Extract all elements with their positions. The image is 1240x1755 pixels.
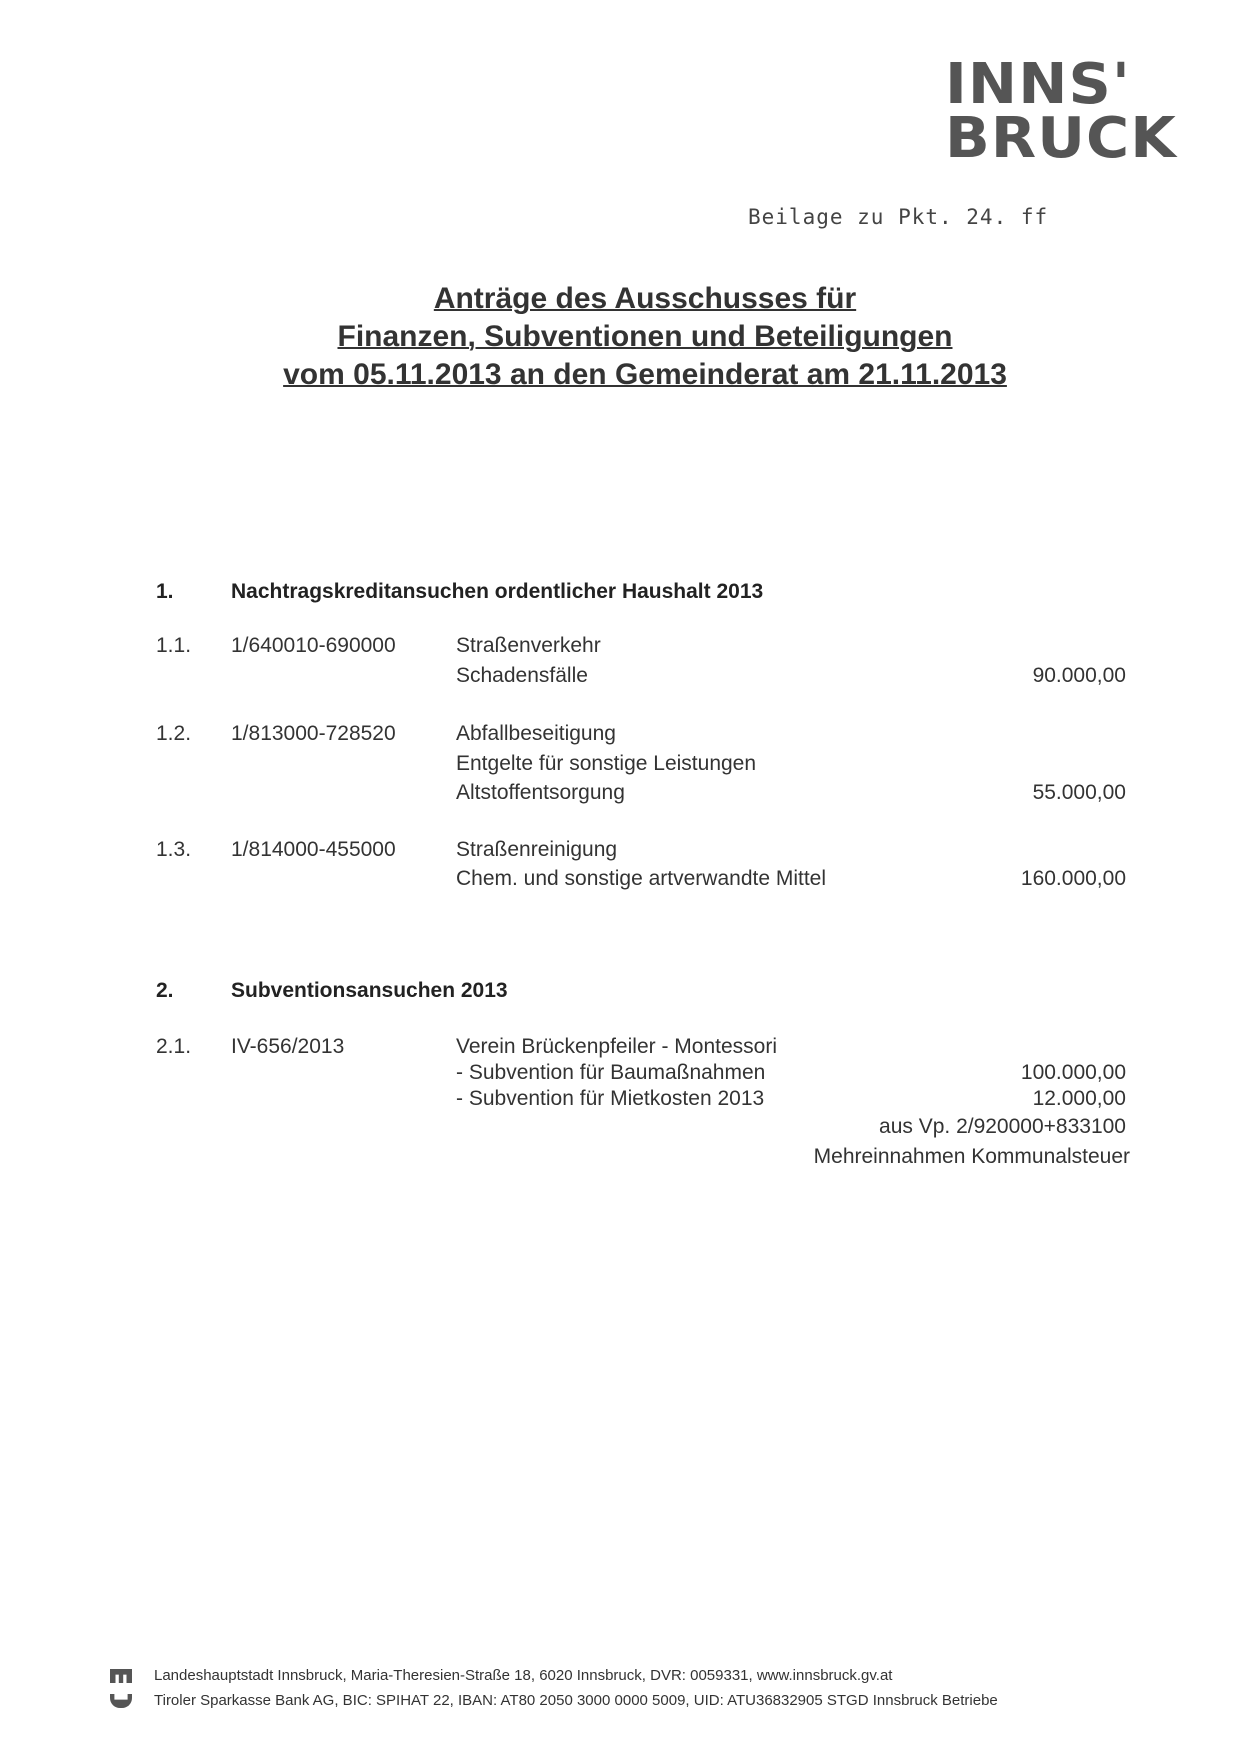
footer-bank: Tiroler Sparkasse Bank AG, BIC: SPIHAT 22, IBAN: AT80 2050 3000 0000 5009, UID: ATU36832905 STGD Innsbruck Betriebe — [154, 1692, 998, 1709]
item-code: 1/813000-728520 — [231, 722, 396, 745]
item-desc: Straßenreinigung — [456, 838, 618, 861]
item-desc: Verein Brückenpfeiler - Montessori — [456, 1035, 777, 1058]
item-code: 1/814000-455000 — [231, 838, 396, 861]
item-desc: Straßenverkehr — [456, 634, 601, 657]
item-code: 1/640010-690000 — [231, 634, 396, 657]
item-amount: 12.000,00 — [1032, 1087, 1126, 1110]
section2-number: 2. — [156, 979, 174, 1002]
bridge-emblem-icon — [110, 1694, 132, 1708]
item-number: 1.1. — [156, 634, 192, 657]
title-line-1: Anträge des Ausschusses für — [433, 282, 857, 315]
title-line-3: vom 05.11.2013 an den Gemeinderat am 21.11.2013 — [283, 358, 1007, 391]
item-desc: - Subvention für Mietkosten 2013 — [456, 1087, 765, 1110]
city-emblem-icon — [110, 1669, 132, 1683]
innsbruck-logo — [945, 52, 1177, 171]
item-desc: Abfallbeseitigung — [456, 722, 616, 745]
item-amount: 100.000,00 — [1020, 1061, 1126, 1084]
item-amount: 55.000,00 — [1032, 781, 1126, 804]
footer-address: Landeshauptstadt Innsbruck, Maria-Theresien-Straße 18, 6020 Innsbruck, DVR: 0059331, www.innsbruck.gv.at — [154, 1667, 893, 1684]
section1-number: 1. — [156, 580, 174, 603]
section1-heading: Nachtragskreditansuchen ordentlicher Haushalt 2013 — [231, 580, 764, 603]
title-line-2: Finanzen, Subventionen und Beteiligungen — [337, 320, 953, 353]
item-desc: - Subvention für Baumaßnahmen — [456, 1061, 766, 1084]
item-code: IV-656/2013 — [231, 1035, 345, 1058]
item-desc: Schadensfälle — [456, 664, 588, 687]
logo-line1: INNS' — [945, 52, 1131, 117]
item-desc: Altstoffentsorgung — [456, 781, 625, 804]
funding-source: Mehreinnahmen Kommunalsteuer — [813, 1145, 1130, 1168]
item-amount: 160.000,00 — [1020, 867, 1126, 890]
item-amount: 90.000,00 — [1032, 664, 1126, 687]
item-desc: Entgelte für sonstige Leistungen — [456, 752, 757, 775]
item-number: 1.2. — [156, 722, 192, 745]
item-number: 2.1. — [156, 1035, 192, 1058]
logo-line2: BRUCK — [945, 106, 1177, 171]
attachment-note: Beilage zu Pkt. 24. ff — [748, 205, 1049, 229]
item-number: 1.3. — [156, 838, 192, 861]
item-desc: Chem. und sonstige artverwandte Mittel — [456, 867, 827, 890]
funding-source: aus Vp. 2/920000+833100 — [879, 1115, 1126, 1138]
section2-heading: Subventionsansuchen 2013 — [231, 979, 508, 1002]
